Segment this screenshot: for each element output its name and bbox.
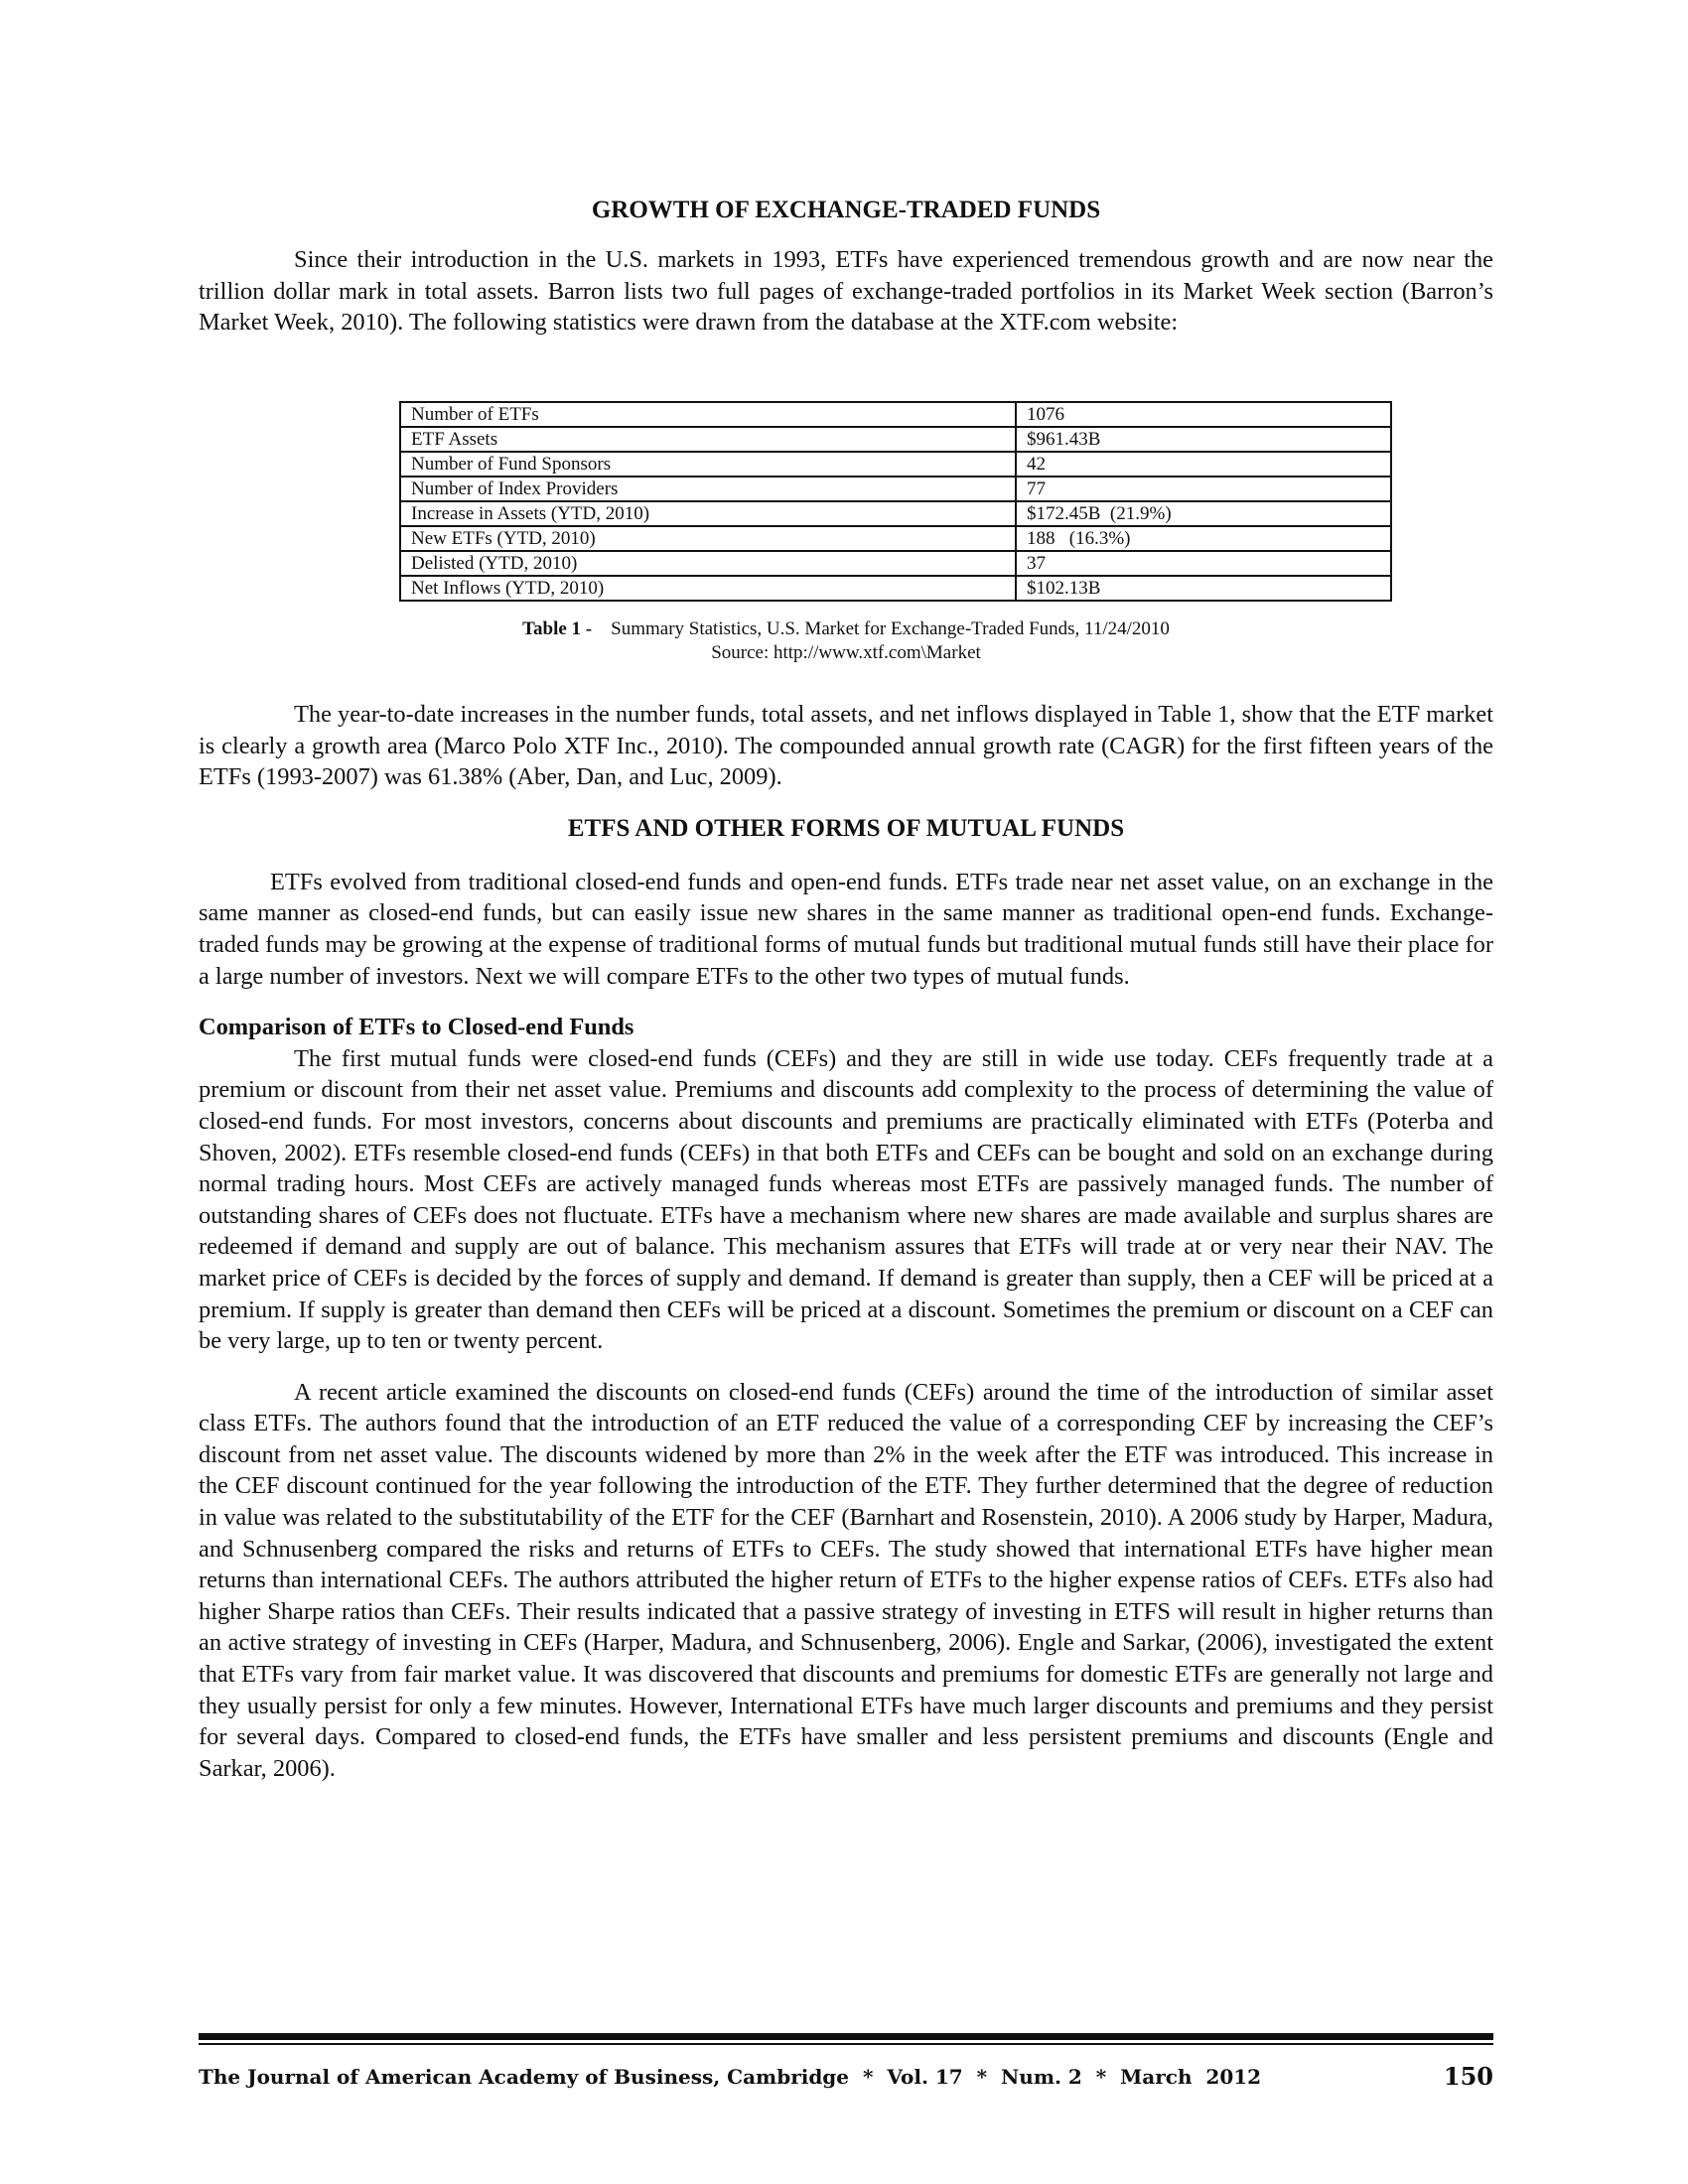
page-number: 150 bbox=[1443, 2062, 1493, 2091]
table-row bbox=[400, 526, 1391, 551]
table-cell-value: 77 bbox=[1016, 477, 1391, 501]
subsection-heading-cef: Comparison of ETFs to Closed-end Funds bbox=[199, 1014, 634, 1041]
summary-statistics-table bbox=[399, 401, 1392, 602]
table-row bbox=[400, 551, 1391, 576]
journal-citation: The Journal of American Academy of Business, Cambridge * Vol. 17 * Num. 2 * March 2012 bbox=[199, 2065, 1262, 2089]
footer-rule-thin bbox=[199, 2043, 1493, 2045]
table-cell-value: $102.13B bbox=[1016, 576, 1391, 601]
table-source: Source: http://www.xtf.com\Market bbox=[711, 642, 981, 663]
paragraph-cef-2: A recent article examined the discounts on closed-end funds (CEFs) around the time of the introduction of similar asset class ETFs. The authors found that the introduction of an ETF reduced the value of a corresponding CEF by increasing the CEF’s discount from net asset value. The discounts widened by more than 2% in the week after the ETF was introduced. This increase in the CEF discount continued for the year following the introduction of the ETF. They further determined that the degree of reduction in value was related to the substitutability of the ETF for the CEF (Barnhart and Rosenstein, 2010). A 2006 study by Harper, Madura, and Schnusenberg compared the risks and returns of ETFs to CEFs. The study showed that international ETFs have higher mean returns than international CEFs. The authors attributed the higher return of ETFs to the higher expense ratios of CEFs. ETFs also had higher Sharpe ratios than CEFs. Their results indicated that a passive strategy of investing in ETFS will result in higher returns than an active strategy of investing in CEFs (Harper, Madura, and Schnusenberg, 2006). Engle and Sarkar, (2006), investigated the extent that ETFs vary from fair market value. It was discovered that discounts and premiums for domestic ETFs are generally not large and they usually persist for only a few minutes. However, International ETFs have much larger discounts and premiums and they persist for several days. Compared to closed-end funds, the ETFs have smaller and less persistent premiums and discounts (Engle and Sarkar, 2006). bbox=[199, 1378, 1493, 1782]
table-cell-label: ETF Assets bbox=[400, 427, 1016, 452]
page-content bbox=[199, 195, 1493, 339]
table-cell-value: 42 bbox=[1016, 452, 1391, 477]
paragraph-growth-2: The year-to-date increases in the number funds, total assets, and net inflows displayed in Table 1, show that the ETF market is clearly a growth area (Marco Polo XTF Inc., 2010). The compounded annual growth rate (CAGR) for the first fifteen years of the ETFs (1993-2007) was 61.38% (Aber, Dan, and Luc, 2009). bbox=[199, 701, 1493, 791]
paragraph-other-1: ETFs evolved from traditional closed-end funds and open-end funds. ETFs trade near net asset value, on an exchange in the same manner as closed-end funds, but can easily issue new shares in the same manner as traditional open-end funds. Exchange-traded funds may be growing at the expense of traditional forms of mutual funds but traditional mutual funds still have their place for a large number of investors. Next we will compare ETFs to the other two types of mutual funds. bbox=[199, 868, 1493, 990]
table-cell-value: 37 bbox=[1016, 551, 1391, 576]
table-row bbox=[400, 477, 1391, 501]
table-cell-label: Number of Index Providers bbox=[400, 477, 1016, 501]
table-cell-value: $961.43B bbox=[1016, 427, 1391, 452]
paragraph-cef-1: The first mutual funds were closed-end funds (CEFs) and they are still in wide use today. CEFs frequently trade at a premium or discount from their net asset value. Premiums and discounts add complexity to the process of determining the value of closed-end funds. For most investors, concerns about discounts and premiums are practically eliminated with ETFs (Poterba and Shoven, 2002). ETFs resemble closed-end funds (CEFs) in that both ETFs and CEFs can be bought and sold on an exchange during normal trading hours. Most CEFs are actively managed funds whereas most ETFs are passively managed funds. The number of outstanding shares of CEFs does not fluctuate. ETFs have a mechanism where new shares are made available and surplus shares are redeemed if demand and supply are out of balance. This mechanism assures that ETFs will trade at or very near their NAV. The market price of CEFs is decided by the forces of supply and demand. If demand is greater than supply, then a CEF will be priced at a premium. If supply is greater than demand then CEFs will be priced at a discount. Sometimes the premium or discount on a CEF can be very large, up to ten or twenty percent. bbox=[199, 1044, 1493, 1355]
section-title-other-forms: ETFS AND OTHER FORMS OF MUTUAL FUNDS bbox=[567, 814, 1125, 842]
table-row bbox=[400, 576, 1391, 601]
table-caption-label: Table 1 - bbox=[522, 618, 593, 639]
table-cell-label: Delisted (YTD, 2010) bbox=[400, 551, 1016, 576]
table-row bbox=[400, 402, 1391, 427]
page-footer bbox=[199, 2063, 1493, 2091]
table-cell-value: 1076 bbox=[1016, 402, 1391, 427]
footer-rule-thick bbox=[199, 2033, 1493, 2040]
table-row bbox=[400, 452, 1391, 477]
paragraph-growth-1: Since their introduction in the U.S. markets in 1993, ETFs have experienced tremendous growth and are now near the trillion dollar mark in total assets. Barron lists two full pages of exchange-traded portfolios in its Market Week section (Barron’s Market Week, 2010). The following statistics were drawn from the database at the XTF.com website: bbox=[199, 246, 1493, 337]
table-cell-label: Number of Fund Sponsors bbox=[400, 452, 1016, 477]
table-cell-label: Net Inflows (YTD, 2010) bbox=[400, 576, 1016, 601]
table-row bbox=[400, 427, 1391, 452]
table-cell-label: Increase in Assets (YTD, 2010) bbox=[400, 501, 1016, 526]
table-cell-label: Number of ETFs bbox=[400, 402, 1016, 427]
section-title-growth: GROWTH OF EXCHANGE-TRADED FUNDS bbox=[591, 197, 1101, 223]
table-row bbox=[400, 501, 1391, 526]
table-caption bbox=[199, 617, 1493, 641]
table-cell-value: 188 (16.3%) bbox=[1016, 526, 1391, 551]
table-cell-label: New ETFs (YTD, 2010) bbox=[400, 526, 1016, 551]
table-caption-text: Summary Statistics, U.S. Market for Exchange-Traded Funds, 11/24/2010 bbox=[611, 618, 1170, 639]
table-cell-value: $172.45B (21.9%) bbox=[1016, 501, 1391, 526]
